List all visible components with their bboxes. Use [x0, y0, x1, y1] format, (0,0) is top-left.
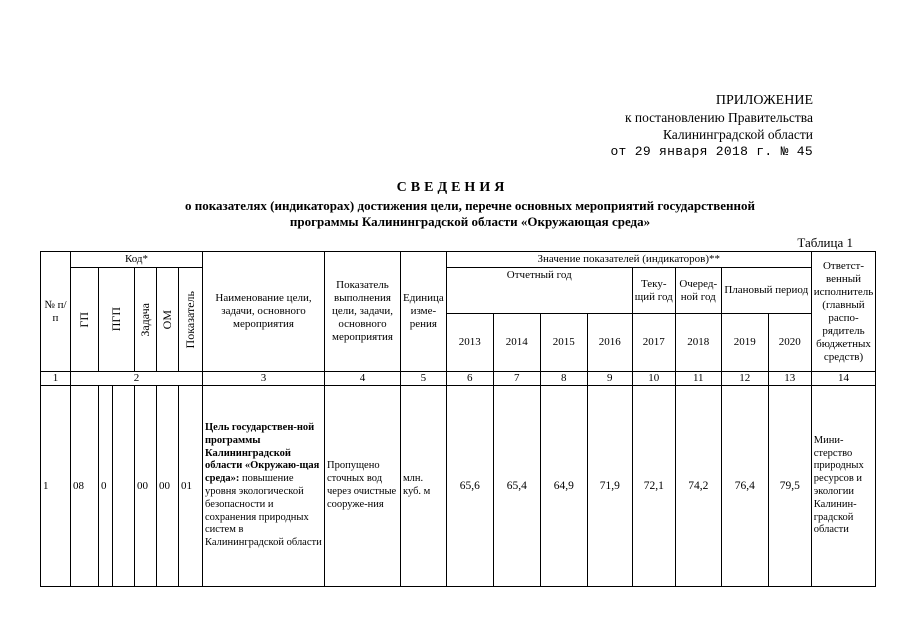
header-reporting-year: Отчетный год: [446, 268, 632, 314]
row-executor: Мини-стерство природных ресурсов и экологии Калинин-градской области: [811, 386, 875, 587]
header-code-task: [135, 268, 157, 372]
subtitle-line-1: о показателях (индикаторах) достижения цели, перечне основных мероприятий государственной: [185, 198, 755, 213]
header-code-gp: [71, 268, 99, 372]
column-number: 6: [446, 372, 493, 386]
header-name: Наименование цели, задачи, основного мероприятия: [203, 252, 325, 372]
header-code: Код*: [71, 252, 203, 268]
column-number: 9: [587, 372, 632, 386]
subtitle-line-2: программы Калининградской области «Окружающая среда»: [289, 214, 651, 229]
appendix-line-3: Калининградской области: [662, 127, 813, 142]
row-value: 64,9: [540, 386, 587, 587]
header-code-pgp: [99, 268, 135, 372]
header-next-year: Очеред-ной год: [675, 268, 721, 314]
header-code-indicator: [179, 268, 203, 372]
row-value: 71,9: [587, 386, 632, 587]
header-year: 2020: [768, 314, 811, 372]
header-num: № п/п: [41, 252, 71, 372]
header-code-om: [157, 268, 179, 372]
column-number: 11: [675, 372, 721, 386]
row-value: 79,5: [768, 386, 811, 587]
row-code-om: 00: [157, 386, 179, 587]
column-number: 5: [401, 372, 447, 386]
header-code-pgp-label: ПГП: [109, 307, 123, 332]
document-title: СВЕДЕНИЯ: [396, 180, 509, 195]
column-number-row: [41, 372, 876, 386]
row-code-pgp: 0: [99, 386, 113, 587]
appendix-block: [610, 92, 813, 160]
row-code-task: 00: [135, 386, 157, 587]
header-code-gp-label: ГП: [77, 311, 91, 328]
appendix-date: от 29 января 2018 г. № 45: [610, 144, 813, 159]
header-year: 2016: [587, 314, 632, 372]
column-number: 10: [632, 372, 675, 386]
row-indicator: Пропущено сточных вод через очистные сооруже-ния: [325, 386, 401, 587]
column-number: 3: [203, 372, 325, 386]
indicators-table: [40, 251, 876, 587]
row-value: 65,6: [446, 386, 493, 587]
row-value: 72,1: [632, 386, 675, 587]
column-number: 13: [768, 372, 811, 386]
header-year: 2019: [721, 314, 768, 372]
row-value: 76,4: [721, 386, 768, 587]
row-code-indicator: 01: [179, 386, 203, 587]
column-number: 2: [71, 372, 203, 386]
header-current-year: Теку-щий год: [632, 268, 675, 314]
header-code-indicator-label: Показатель: [183, 290, 197, 349]
row-name: [203, 386, 325, 587]
header-year: 2017: [632, 314, 675, 372]
header-year: 2013: [446, 314, 493, 372]
row-code-gp: 08: [71, 386, 99, 587]
row-name-goal: Цель государствен-ной программы Калининградской области «Окружаю-щая среда»:: [205, 422, 320, 485]
column-number: 1: [41, 372, 71, 386]
appendix-line-2: к постановлению Правительства: [624, 110, 813, 125]
header-code-task-label: Задача: [138, 302, 152, 337]
row-name-description: повышение уровня экологической безопасности и сохранения природных систем в Калининградской области: [205, 473, 322, 549]
header-year: 2015: [540, 314, 587, 372]
header-year: 2018: [675, 314, 721, 372]
table-row: [41, 386, 876, 587]
row-num: 1: [41, 386, 71, 587]
header-code-om-label: ОМ: [160, 309, 174, 330]
header-indicator: Показатель выполнения цели, задачи, основного мероприятия: [325, 252, 401, 372]
row-code-pgp-sub: [113, 386, 135, 587]
header-year: 2014: [493, 314, 540, 372]
row-value: 74,2: [675, 386, 721, 587]
header-values: Значение показателей (индикаторов)**: [446, 252, 811, 268]
header-unit: Единица изме-рения: [401, 252, 447, 372]
row-unit: млн. куб. м: [401, 386, 447, 587]
header-planned-period: Плановый период: [721, 268, 811, 314]
column-number: 12: [721, 372, 768, 386]
row-value: 65,4: [493, 386, 540, 587]
appendix-title: ПРИЛОЖЕНИЕ: [715, 93, 813, 108]
table-label: Таблица 1: [797, 235, 853, 250]
document-subtitle: [120, 198, 820, 230]
header-executor: Ответст-венный исполнитель (главный распо-рядитель бюджетных средств): [811, 252, 875, 372]
column-number: 14: [811, 372, 875, 386]
column-number: 8: [540, 372, 587, 386]
column-number: 7: [493, 372, 540, 386]
column-number: 4: [325, 372, 401, 386]
